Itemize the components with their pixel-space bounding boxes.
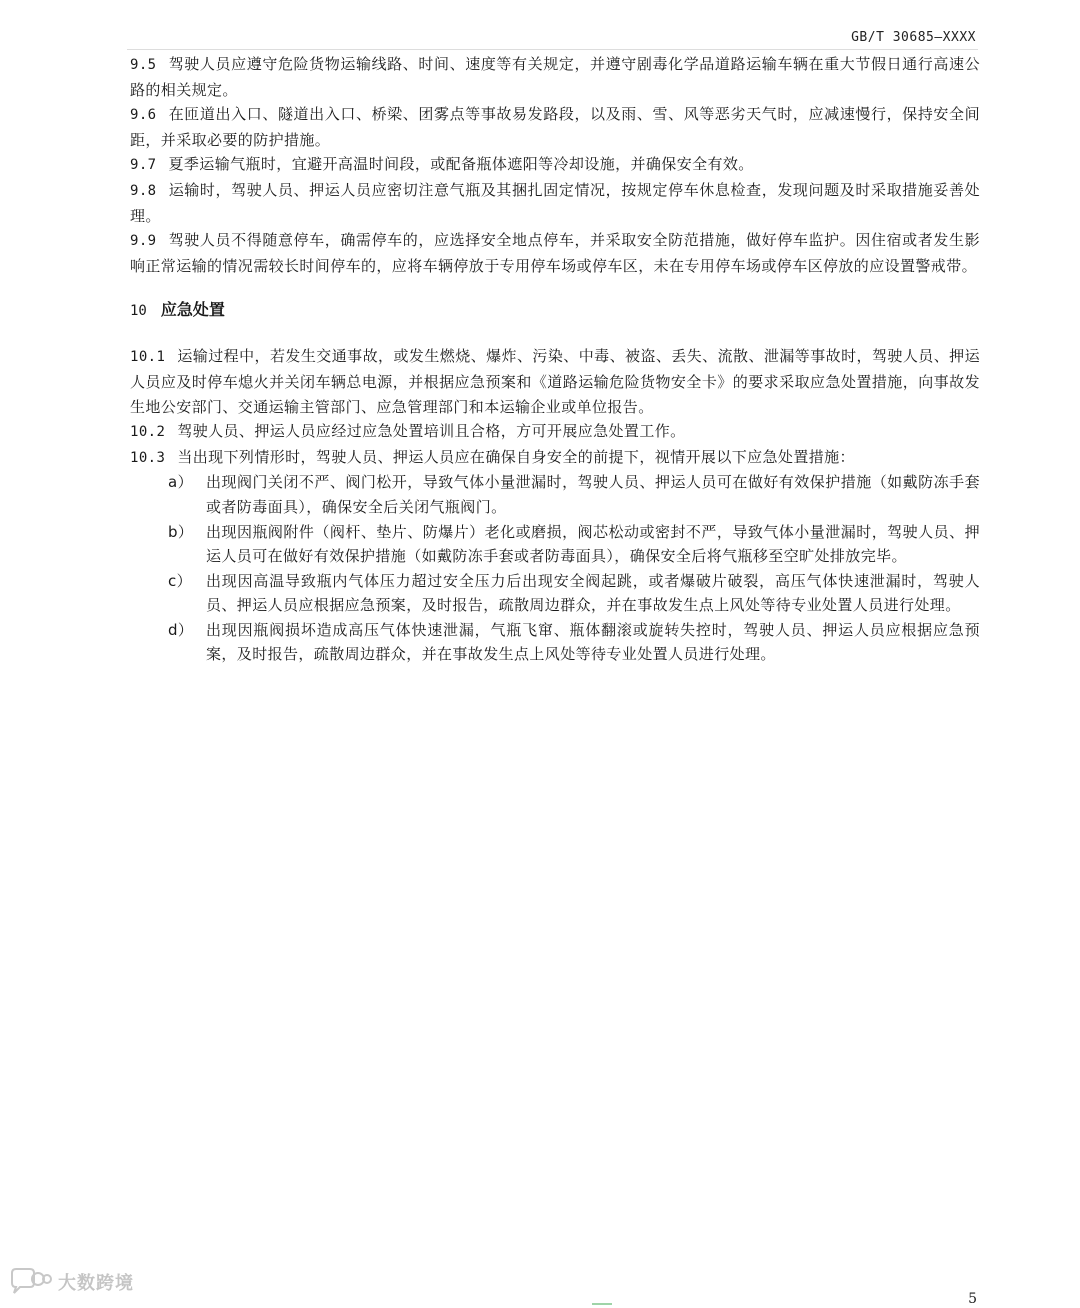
- clause-text: 驾驶人员应遵守危险货物运输线路、时间、速度等有关规定，并遵守剧毒化学品道路运输车辆在重大节假日通行高速公路的相关规定。: [130, 55, 980, 99]
- clause-10-1: [130, 344, 980, 419]
- list-item-text: 出现阀门关闭不严、阀门松开，导致气体小量泄漏时，驾驶人员、押运人员可在做好有效保护措施（如戴防冻手套或者防毒面具），确保安全后关闭气瓶阀门。: [206, 473, 980, 516]
- clause-text: 在匝道出入口、隧道出入口、桥梁、团雾点等事故易发路段，以及雨、雪、风等恶劣天气时，应减速慢行，保持安全间距，并采取必要的防护措施。: [130, 105, 980, 149]
- page-number: 5: [968, 1291, 977, 1307]
- list-marker: b）: [168, 522, 194, 541]
- clause-9-7: [130, 152, 980, 178]
- clause-number: 10.1: [130, 349, 166, 366]
- header-divider: [127, 49, 978, 50]
- clause-number: 10.2: [130, 424, 166, 441]
- list-item-text: 出现因瓶阀损坏造成高压气体快速泄漏，气瓶飞窜、瓶体翻滚或旋转失控时，驾驶人员、押运人员应根据应急预案，及时报告，疏散周边群众，并在事故发生点上风处等待专业处置人员进行处理。: [206, 620, 980, 664]
- list-item-d: [130, 618, 980, 667]
- clause-text: 夏季运输气瓶时，宜避开高温时间段，或配备瓶体遮阳等冷却设施，并确保安全有效。: [168, 155, 754, 174]
- chat-bubble-icon: [8, 1267, 52, 1297]
- list-marker: d）: [168, 620, 194, 639]
- list-item-c: [130, 569, 980, 618]
- clause-text: 运输过程中，若发生交通事故，或发生燃烧、爆炸、污染、中毒、被盗、丢失、流散、泄漏等事故时，驾驶人员、押运人员应及时停车熄火并关闭车辆总电源，并根据应急预案和《道路运输危险货物安全卡》的要求采取应急处置措施，向事故发生地公安部门、交通运输主管部门、应急管理部门和本运输企业或单位报告。: [130, 347, 980, 416]
- clause-number: 10.3: [130, 449, 166, 466]
- list-item-text: 出现因高温导致瓶内气体压力超过安全压力后出现安全阀起跳，或者爆破片破裂，高压气体快速泄漏时，驾驶人员、押运人员应根据应急预案，及时报告，疏散周边群众，并在事故发生点上风处等待专业处置人员进行处理。: [206, 571, 980, 615]
- list-marker: a）: [168, 473, 193, 492]
- document-body: [130, 52, 980, 667]
- clause-number: 9.6: [130, 107, 157, 124]
- clause-10-2: [130, 419, 980, 445]
- clause-number: 9.5: [130, 57, 157, 73]
- watermark-text: 大数跨境: [58, 1273, 134, 1294]
- clause-text: 驾驶人员不得随意停车，确需停车的，应选择安全地点停车，并采取安全防范措施，做好停车监护。因住宿或者发生影响正常运输的情况需较长时间停车的，应将车辆停放于专用停车场或停车区，未在专用停车场或停车区停放的应设置警戒带。: [130, 231, 980, 275]
- section-number: 10: [130, 303, 147, 320]
- clause-text: 驾驶人员、押运人员应经过应急处置培训且合格，方可开展应急处置工作。: [177, 422, 686, 441]
- list-item-text: 出现因瓶阀附件（阀杆、垫片、防爆片）老化或磨损，阀芯松动或密封不严，导致气体小量泄漏时，驾驶人员、押运人员可在做好有效保护措施（如戴防冻手套或者防毒面具），确保安全后将气瓶移至空旷处排放完毕。: [206, 522, 980, 566]
- section-title: 应急处置: [160, 300, 225, 320]
- clause-10-3: [130, 445, 980, 471]
- clause-9-6: [130, 102, 980, 152]
- watermark: [8, 1267, 134, 1297]
- section-10-heading: [130, 298, 980, 323]
- clause-9-8: [130, 178, 980, 228]
- clause-number: 9.8: [130, 182, 157, 199]
- clause-9-5: [130, 52, 980, 102]
- list-item-a: [130, 470, 980, 519]
- clause-text: 运输时，驾驶人员、押运人员应密切注意气瓶及其捆扎固定情况，按规定停车休息检查，发现问题及时采取措施妥善处理。: [130, 180, 980, 225]
- clause-text: 当出现下列情形时，驾驶人员、押运人员应在确保自身安全的前提下，视情开展以下应急处置措施：: [177, 447, 855, 466]
- bottom-decoration: [592, 1303, 612, 1305]
- clause-number: 9.9: [130, 233, 157, 250]
- standard-code-header: GB/T 30685—XXXX: [851, 30, 976, 45]
- clause-number: 9.7: [130, 157, 157, 174]
- clause-9-9: [130, 228, 980, 278]
- list-item-b: [130, 520, 980, 569]
- list-marker: c）: [168, 571, 193, 590]
